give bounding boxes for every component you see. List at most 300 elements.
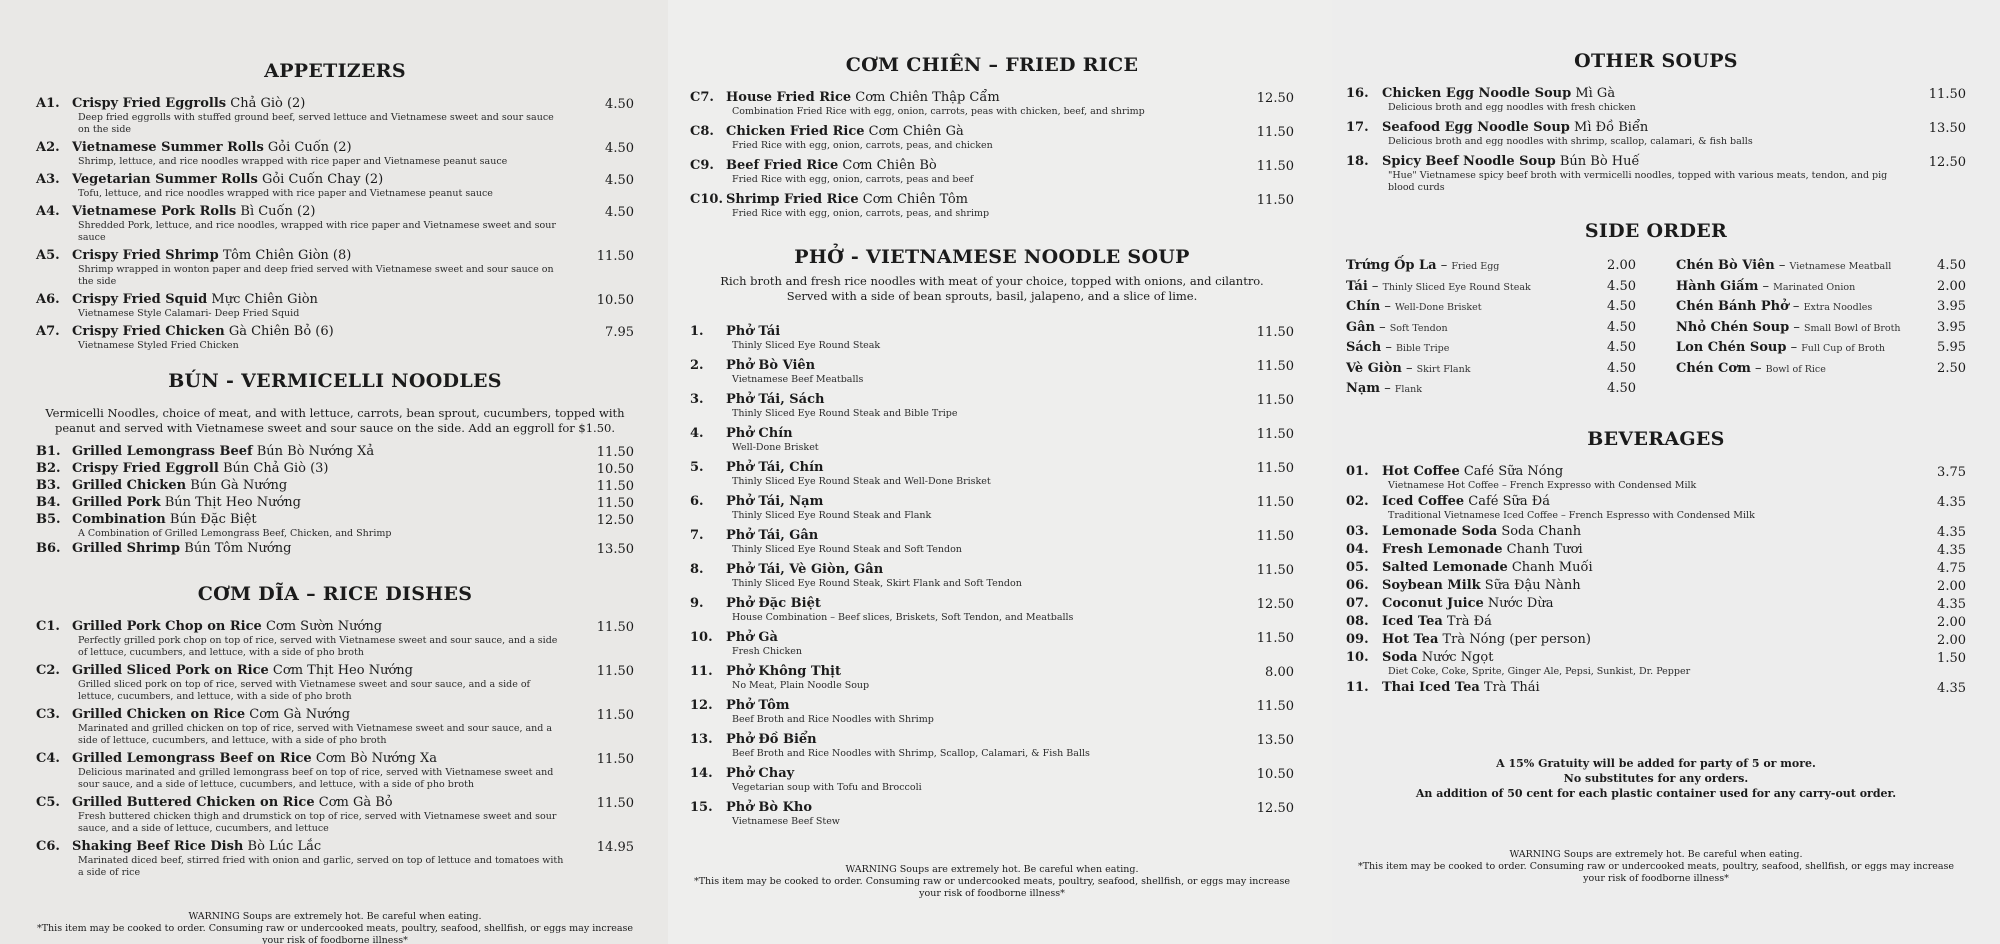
item-body: [1382, 578, 1886, 594]
item-vietnamese-name: Café Sữa Đá: [1468, 493, 1551, 509]
item-name: Phở Tái, Vè Giòn, Gân: [726, 562, 884, 577]
item-name: Phở Tái, Chín: [726, 460, 824, 475]
notice-line-1: A 15% Gratuity will be added for party of 5 or more.: [1496, 756, 1816, 770]
item-number: 09.: [1346, 631, 1369, 647]
side-item-name: Hành Giấm: [1676, 278, 1759, 294]
item-name-line: [72, 795, 564, 811]
side-item-description: Marinated Onion: [1773, 281, 1856, 293]
item-price: 4.75: [1937, 560, 1966, 576]
item-name-line: [72, 204, 564, 220]
item-vietnamese-name: Bún Bò Nướng Xả: [256, 444, 375, 459]
item-body: [726, 392, 1224, 420]
item-number: B6.: [36, 541, 61, 556]
item-body: [72, 444, 564, 460]
item-vietnamese-name: Bún Chả Giò (3): [222, 461, 329, 476]
item-body: [1382, 542, 1886, 558]
side-item-price: 4.50: [1607, 278, 1636, 294]
friedrice-title: CƠM CHIÊN – FRIED RICE: [845, 54, 1139, 76]
item-number: C7.: [690, 90, 714, 105]
side-item-name: Nhỏ Chén Soup: [1676, 319, 1790, 335]
item-name: Phở Tái: [726, 324, 781, 339]
item-description: Thinly Sliced Eye Round Steak and Flank: [732, 510, 932, 521]
item-body: [1382, 614, 1886, 630]
friedrice-list: [690, 90, 1294, 220]
item-number: 06.: [1346, 577, 1369, 593]
item-price: 12.50: [596, 513, 634, 528]
item-price: 11.50: [1256, 427, 1294, 442]
item-vietnamese-name: Soda Chanh: [1501, 523, 1582, 539]
item-name-line: [72, 292, 564, 308]
item-vietnamese-name: Bì Cuốn (2): [240, 204, 316, 219]
item-vietnamese-name: Cơm Chiên Bò: [842, 158, 937, 173]
item-price: 11.50: [596, 496, 634, 511]
side-item-name: Tái: [1346, 278, 1368, 294]
side-item-description: Flank: [1394, 384, 1422, 395]
item-number: B3.: [36, 478, 61, 493]
item-vietnamese-name: Mì Đồ Biển: [1574, 120, 1649, 135]
side-item-description: Thinly Sliced Eye Round Steak: [1382, 281, 1531, 293]
side-item-name-line: Sách – Bible Tripe: [1346, 340, 1450, 355]
item-name-line: [72, 707, 564, 723]
item-name: Hot Tea: [1382, 631, 1439, 647]
item-number: C9.: [690, 158, 714, 173]
menu-page-3: [1332, 0, 2000, 944]
item-name-line: [72, 839, 564, 855]
side-item-name-line: Nạm – Flank: [1346, 381, 1422, 396]
item-name-line: [72, 751, 564, 767]
side-item-price: 4.50: [1607, 299, 1636, 314]
item-price: 7.95: [605, 325, 634, 340]
item-price: 10.50: [596, 293, 634, 308]
item-vietnamese-name: Cơm Bò Nướng Xa: [315, 751, 437, 766]
item-name: Phở Bò Viên: [726, 358, 816, 373]
menu-item: [690, 426, 1294, 454]
item-body: [1382, 86, 1896, 114]
item-vietnamese-name: Gà Chiên Bỏ (6): [228, 324, 334, 339]
item-description: Vietnamese Hot Coffee – French Expresso with Condensed Milk: [1388, 479, 1697, 491]
item-name: Lemonade Soda: [1382, 523, 1498, 539]
item-description: Beef Broth and Rice Noodles with Shrimp, Scallop, Calamari, & Fish Balls: [732, 748, 1090, 759]
item-name-line: [726, 596, 1224, 612]
side-item-name-line: Hành Giấm – Marinated Onion: [1676, 278, 1856, 294]
item-name-line: [72, 495, 564, 511]
warning-line-1: WARNING Soups are extremely hot. Be careful when eating.: [188, 911, 482, 922]
side-item-name: Sách: [1346, 340, 1382, 355]
menu-item: [1346, 542, 1966, 558]
item-number: C6.: [36, 839, 60, 854]
item-price: 11.50: [596, 445, 634, 460]
item-name: Iced Coffee: [1382, 493, 1465, 509]
item-description: Vietnamese Beef Stew: [732, 816, 840, 827]
side-item-name: Chén Bò Viên: [1676, 258, 1775, 273]
bun-intro: Vermicelli Noodles, choice of meat, and with lettuce, carrots, bean sprout, cucumbers, topped with peanut and served with Vietnamese sweet and sour sauce on the side. Add an eggroll for $1.50.: [45, 406, 625, 435]
item-description: Beef Broth and Rice Noodles with Shrimp: [732, 714, 934, 725]
item-name: Phở Đồ Biển: [726, 732, 817, 747]
item-name-line: [72, 248, 564, 264]
item-name: Beef Fried Rice: [726, 158, 839, 173]
item-vietnamese-name: Nước Ngọt: [1421, 649, 1494, 665]
item-name-line: [72, 172, 564, 188]
appetizers-title: APPETIZERS: [264, 60, 406, 82]
item-body: [726, 698, 1224, 726]
item-name-line: [726, 192, 1224, 208]
item-price: 1.50: [1937, 650, 1966, 666]
item-number: 14.: [690, 766, 713, 781]
item-number: 3.: [690, 392, 704, 407]
item-description: Thinly Sliced Eye Round Steak and Well-Done Brisket: [732, 476, 991, 487]
item-body: [726, 630, 1224, 658]
item-price: 11.50: [1256, 563, 1294, 578]
item-name: Shaking Beef Rice Dish: [72, 839, 244, 854]
item-price: 11.50: [596, 479, 634, 494]
menu-item: [690, 460, 1294, 488]
item-vietnamese-name: Bún Thịt Heo Nướng: [164, 495, 301, 510]
menu-item: [36, 795, 634, 835]
item-price: 4.35: [1937, 524, 1966, 540]
item-name-line: [72, 619, 564, 635]
item-body: [726, 766, 1224, 794]
side-item-name-line: Chén Bánh Phở – Extra Noodles: [1676, 299, 1873, 314]
item-name: Iced Tea: [1382, 613, 1443, 629]
othersoups-title: OTHER SOUPS: [1574, 50, 1738, 72]
item-body: [72, 795, 564, 835]
side-item-name: Vè Giòn: [1346, 360, 1402, 376]
side-item-name-line: Nhỏ Chén Soup – Small Bowl of Broth: [1676, 319, 1901, 335]
warning-line-2: *This item may be cooked to order. Consuming raw or undercooked meats, poultry, seafood, shellfish, or eggs may increase your risk of foodborne illness*: [1357, 860, 1955, 884]
item-description: Grilled sliced pork on top of rice, served with Vietnamese sweet and sour sauce, and a side of lettuce, cucumbers, and lettuce, with a side of pho broth: [78, 679, 531, 702]
item-price: 11.50: [1256, 461, 1294, 476]
item-body: [726, 192, 1224, 220]
warning-3: [1346, 849, 1966, 885]
menu-item: [36, 248, 634, 288]
menu-item: [690, 766, 1294, 794]
item-number: 13.: [690, 732, 713, 747]
item-vietnamese-name: Chả Giò (2): [230, 96, 306, 111]
item-name-line: [1382, 542, 1886, 558]
menu-item: [36, 292, 634, 320]
item-body: [726, 124, 1224, 152]
menu-item: [690, 358, 1294, 386]
item-number: 9.: [690, 596, 704, 611]
warning-line-1: WARNING Soups are extremely hot. Be careful when eating.: [1509, 848, 1803, 860]
item-body: [72, 478, 564, 494]
menu-item: [36, 839, 634, 879]
menu-item: [690, 528, 1294, 556]
item-number: 6.: [690, 494, 704, 509]
item-description: Fried Rice with egg, onion, carrots, peas, and shrimp: [732, 208, 990, 219]
item-description: Vegetarian soup with Tofu and Broccoli: [732, 782, 922, 793]
item-body: [1382, 120, 1896, 148]
item-description: No Meat, Plain Noodle Soup: [732, 680, 870, 691]
warning-line-2: *This item may be cooked to order. Consuming raw or undercooked meats, poultry, seafood, shellfish, or eggs may increase your risk of foodborne illness*: [693, 876, 1291, 899]
item-name-line: [726, 664, 1224, 680]
item-name-line: [72, 324, 564, 340]
comdia-title: CƠM DĨA – RICE DISHES: [197, 583, 473, 605]
menu-item: [690, 494, 1294, 522]
item-description: Fried Rice with egg, onion, carrots, peas, and chicken: [732, 140, 993, 151]
item-name-line: [726, 766, 1224, 782]
item-name: Spicy Beef Noodle Soup: [1382, 154, 1556, 169]
item-name: Grilled Lemongrass Beef on Rice: [72, 751, 312, 766]
item-name: Grilled Pork Chop on Rice: [72, 619, 262, 634]
side-item-name-line: Chén Bò Viên – Vietnamese Meatball: [1676, 258, 1892, 273]
item-number: C10.: [690, 192, 723, 207]
item-price: 12.50: [1256, 597, 1294, 612]
item-description: Vietnamese Style Calamari- Deep Fried Squid: [78, 308, 300, 319]
item-description: Vietnamese Styled Fried Chicken: [78, 340, 239, 351]
side-item-price: 2.00: [1607, 258, 1636, 273]
item-name: Shrimp Fried Rice: [726, 192, 859, 207]
item-price: 11.50: [1928, 87, 1966, 102]
item-name-line: [726, 630, 1224, 646]
item-name: Phở Gà: [726, 630, 778, 645]
item-name: Phở Tái, Sách: [726, 392, 825, 407]
item-price: 4.35: [1937, 680, 1966, 696]
item-number: 18.: [1346, 154, 1369, 169]
item-number: 04.: [1346, 541, 1369, 557]
item-body: [726, 460, 1224, 488]
item-body: [726, 562, 1224, 590]
item-number: 10.: [1346, 649, 1369, 665]
item-description: Fresh Chicken: [732, 646, 803, 657]
item-description: Shrimp wrapped in wonton paper and deep fried served with Vietnamese sweet and sour sauce on the side: [78, 264, 554, 287]
side-item: [1676, 318, 1966, 339]
side-item-description: Bible Tripe: [1395, 343, 1450, 354]
side-item-price: 4.50: [1607, 319, 1636, 335]
menu-item: [690, 192, 1294, 220]
menu-item: [1346, 680, 1966, 696]
item-name: Grilled Sliced Pork on Rice: [72, 663, 269, 678]
item-number: 1.: [690, 324, 704, 339]
item-price: 11.50: [596, 620, 634, 635]
item-description: Delicious broth and egg noodles with fresh chicken: [1388, 102, 1636, 113]
side-item-name: Lon Chén Soup: [1676, 340, 1787, 355]
side-item-price: 4.50: [1937, 258, 1966, 273]
item-price: 11.50: [1256, 699, 1294, 714]
item-vietnamese-name: Tôm Chiên Giòn (8): [222, 248, 352, 263]
side-item-price: 2.50: [1937, 360, 1966, 376]
item-price: 13.50: [1928, 121, 1966, 136]
item-body: [726, 158, 1224, 186]
menu-item: [36, 96, 634, 136]
item-name: Crispy Fried Squid: [72, 292, 208, 307]
item-price: 8.00: [1265, 665, 1294, 680]
side-item-name-line: Tái – Thinly Sliced Eye Round Steak: [1346, 278, 1531, 294]
item-body: [1382, 524, 1886, 540]
item-name-line: [1382, 494, 1886, 510]
item-price: 2.00: [1937, 578, 1966, 594]
menu-page-1: [0, 0, 668, 944]
item-vietnamese-name: Chanh Muối: [1511, 559, 1593, 575]
item-name: Phở Không Thịt: [726, 664, 841, 679]
item-price: 12.50: [1256, 91, 1294, 106]
side-item-price: 4.50: [1607, 340, 1636, 355]
item-body: [1382, 596, 1886, 612]
item-number: 5.: [690, 460, 704, 475]
pho-list: [690, 324, 1294, 828]
item-vietnamese-name: Cơm Chiên Thập Cẩm: [855, 90, 1000, 105]
item-price: 11.50: [1256, 393, 1294, 408]
side-item-name: Chén Cơm: [1676, 360, 1751, 376]
notice-block: [1346, 756, 1966, 801]
menu-item: [1346, 560, 1966, 576]
menu-item: [1346, 154, 1966, 194]
side-item-price: 4.50: [1607, 381, 1636, 396]
item-number: C5.: [36, 795, 60, 810]
item-name-line: [72, 663, 564, 679]
item-number: B1.: [36, 444, 61, 459]
item-name-line: [726, 800, 1224, 816]
item-price: 4.50: [605, 205, 634, 220]
menu-item: [690, 124, 1294, 152]
item-number: A5.: [36, 248, 60, 263]
item-vietnamese-name: Cơm Chiên Gà: [868, 124, 964, 139]
item-description: Diet Coke, Coke, Sprite, Ginger Ale, Pepsi, Sunkist, Dr. Pepper: [1388, 665, 1691, 677]
item-name-line: [726, 460, 1224, 476]
item-name: Phở Chín: [726, 426, 793, 441]
item-vietnamese-name: Bún Gà Nướng: [190, 478, 288, 493]
menu-item: [1346, 596, 1966, 612]
item-name: Phở Tôm: [726, 698, 790, 713]
menu-item: [690, 698, 1294, 726]
item-vietnamese-name: Bún Bò Huế: [1559, 154, 1640, 169]
item-description: Delicious broth and egg noodles with shrimp, scallop, calamari, & fish balls: [1388, 136, 1753, 147]
item-number: 4.: [690, 426, 704, 441]
item-description: Combination Fried Rice with egg, onion, carrots, peas with chicken, beef, and shrimp: [732, 106, 1145, 117]
menu-item: [36, 204, 634, 244]
menu-item: [690, 90, 1294, 118]
item-price: 12.50: [1928, 155, 1966, 170]
item-name: Grilled Buttered Chicken on Rice: [72, 795, 315, 810]
item-vietnamese-name: Trà Đá: [1446, 613, 1492, 629]
item-description: Tofu, lettuce, and rice noodles wrapped with rice paper and Vietnamese peanut sauce: [78, 188, 493, 199]
menu-item: [1346, 614, 1966, 630]
item-description: "Hue" Vietnamese spicy beef broth with vermicelli noodles, topped with various meats, tendon, and pig blood curds: [1388, 170, 1888, 193]
side-item-description: Full Cup of Broth: [1801, 343, 1885, 354]
menu-item: [1346, 464, 1966, 492]
item-description: Marinated and grilled chicken on top of rice, served with Vietnamese sweet and sour sauce, and a side of lettuce, cucumbers, and lettuce, with a side of pho broth: [78, 723, 553, 746]
item-name: Crispy Fried Eggroll: [72, 461, 219, 476]
item-name: Fresh Lemonade: [1382, 541, 1503, 557]
item-body: [726, 324, 1224, 352]
menu-item: [36, 140, 634, 168]
item-name-line: [1382, 650, 1886, 666]
item-number: 10.: [690, 630, 713, 645]
item-price: 11.50: [596, 708, 634, 723]
item-number: A7.: [36, 324, 60, 339]
side-item: [1676, 338, 1966, 359]
item-price: 12.50: [1256, 801, 1294, 816]
item-name: Vegetarian Summer Rolls: [72, 172, 258, 187]
item-name-line: [72, 461, 564, 477]
item-body: [726, 800, 1224, 828]
side-item-name-line: Chén Cơm – Bowl of Rice: [1676, 360, 1826, 376]
item-number: 08.: [1346, 613, 1369, 629]
side-item-price: 4.50: [1607, 360, 1636, 376]
item-price: 11.50: [596, 752, 634, 767]
item-number: 01.: [1346, 463, 1369, 479]
item-name: Phở Bò Kho: [726, 800, 813, 815]
bun-title: BÚN - VERMICELLI NOODLES: [168, 370, 502, 392]
item-name-line: [1382, 596, 1886, 612]
side-item-name: Gân: [1346, 319, 1375, 335]
menu-item: [36, 444, 634, 460]
item-vietnamese-name: Cơm Gà Bỏ: [318, 795, 393, 810]
item-price: 2.00: [1937, 632, 1966, 648]
item-name: Soybean Milk: [1382, 577, 1481, 593]
item-name-line: [1382, 524, 1886, 540]
item-name: Salted Lemonade: [1382, 559, 1508, 575]
menu-item: [36, 707, 634, 747]
menu-item: [36, 619, 634, 659]
side-item: [1346, 318, 1636, 339]
item-description: House Combination – Beef slices, Briskets, Soft Tendon, and Meatballs: [732, 612, 1074, 623]
item-name-line: [72, 541, 564, 557]
menu-item: [1346, 650, 1966, 678]
item-name: Chicken Fried Rice: [726, 124, 865, 139]
item-body: [72, 248, 564, 288]
item-number: 8.: [690, 562, 704, 577]
menu-item: [690, 630, 1294, 658]
item-body: [72, 172, 564, 200]
item-name-line: [1382, 614, 1886, 630]
item-price: 11.50: [1256, 631, 1294, 646]
item-number: A1.: [36, 96, 60, 111]
menu-item: [1346, 86, 1966, 114]
side-item-price: 3.95: [1937, 299, 1966, 314]
side-item-name-line: Chín – Well-Done Brisket: [1346, 299, 1482, 314]
item-price: 4.50: [605, 141, 634, 156]
item-number: A4.: [36, 204, 60, 219]
item-number: 12.: [690, 698, 713, 713]
side-item-name: Chén Bánh Phở: [1676, 299, 1789, 314]
item-description: Traditional Vietnamese Iced Coffee – French Espresso with Condensed Milk: [1388, 509, 1755, 521]
pho-intro-1: Rich broth and fresh rice noodles with meat of your choice, topped with onions, and cilantro.: [720, 274, 1264, 288]
warning-2: [690, 864, 1294, 900]
item-name-line: [726, 698, 1224, 714]
item-name-line: [1382, 632, 1886, 648]
side-item-price: 5.95: [1937, 340, 1966, 355]
menu-item: [36, 478, 634, 494]
item-number: 05.: [1346, 559, 1369, 575]
item-description: Vietnamese Beef Meatballs: [732, 374, 864, 385]
menu-item: [1346, 524, 1966, 540]
item-vietnamese-name: Gỏi Cuốn (2): [267, 140, 352, 155]
item-number: 16.: [1346, 86, 1369, 101]
item-name: Grilled Shrimp: [72, 541, 181, 556]
item-body: [726, 494, 1224, 522]
item-number: 2.: [690, 358, 704, 373]
item-name-line: [726, 494, 1224, 510]
item-vietnamese-name: Mực Chiên Giòn: [211, 292, 318, 307]
item-name-line: [72, 444, 564, 460]
item-name: Coconut Juice: [1382, 595, 1484, 611]
menu-item: [36, 751, 634, 791]
menu-item: [690, 664, 1294, 692]
side-item-name-line: Trứng Ốp La – Fried Egg: [1346, 258, 1500, 273]
item-name-line: [726, 528, 1224, 544]
item-body: [726, 528, 1224, 556]
warning-line-2: *This item may be cooked to order. Consuming raw or undercooked meats, poultry, seafood, shellfish, or eggs may increase your risk of foodborne illness*: [36, 923, 634, 944]
side-item-name-line: Gân – Soft Tendon: [1346, 319, 1448, 335]
item-price: 11.50: [596, 664, 634, 679]
side-item: [1676, 256, 1966, 277]
side-item: [1346, 359, 1636, 380]
side-item-description: Small Bowl of Broth: [1803, 322, 1901, 334]
item-name: Seafood Egg Noodle Soup: [1382, 120, 1570, 135]
item-description: Thinly Sliced Eye Round Steak and Bible Tripe: [732, 408, 958, 419]
item-description: Marinated diced beef, stirred fried with onion and garlic, served on top of lettuce and tomatoes with a side of rice: [78, 855, 564, 878]
